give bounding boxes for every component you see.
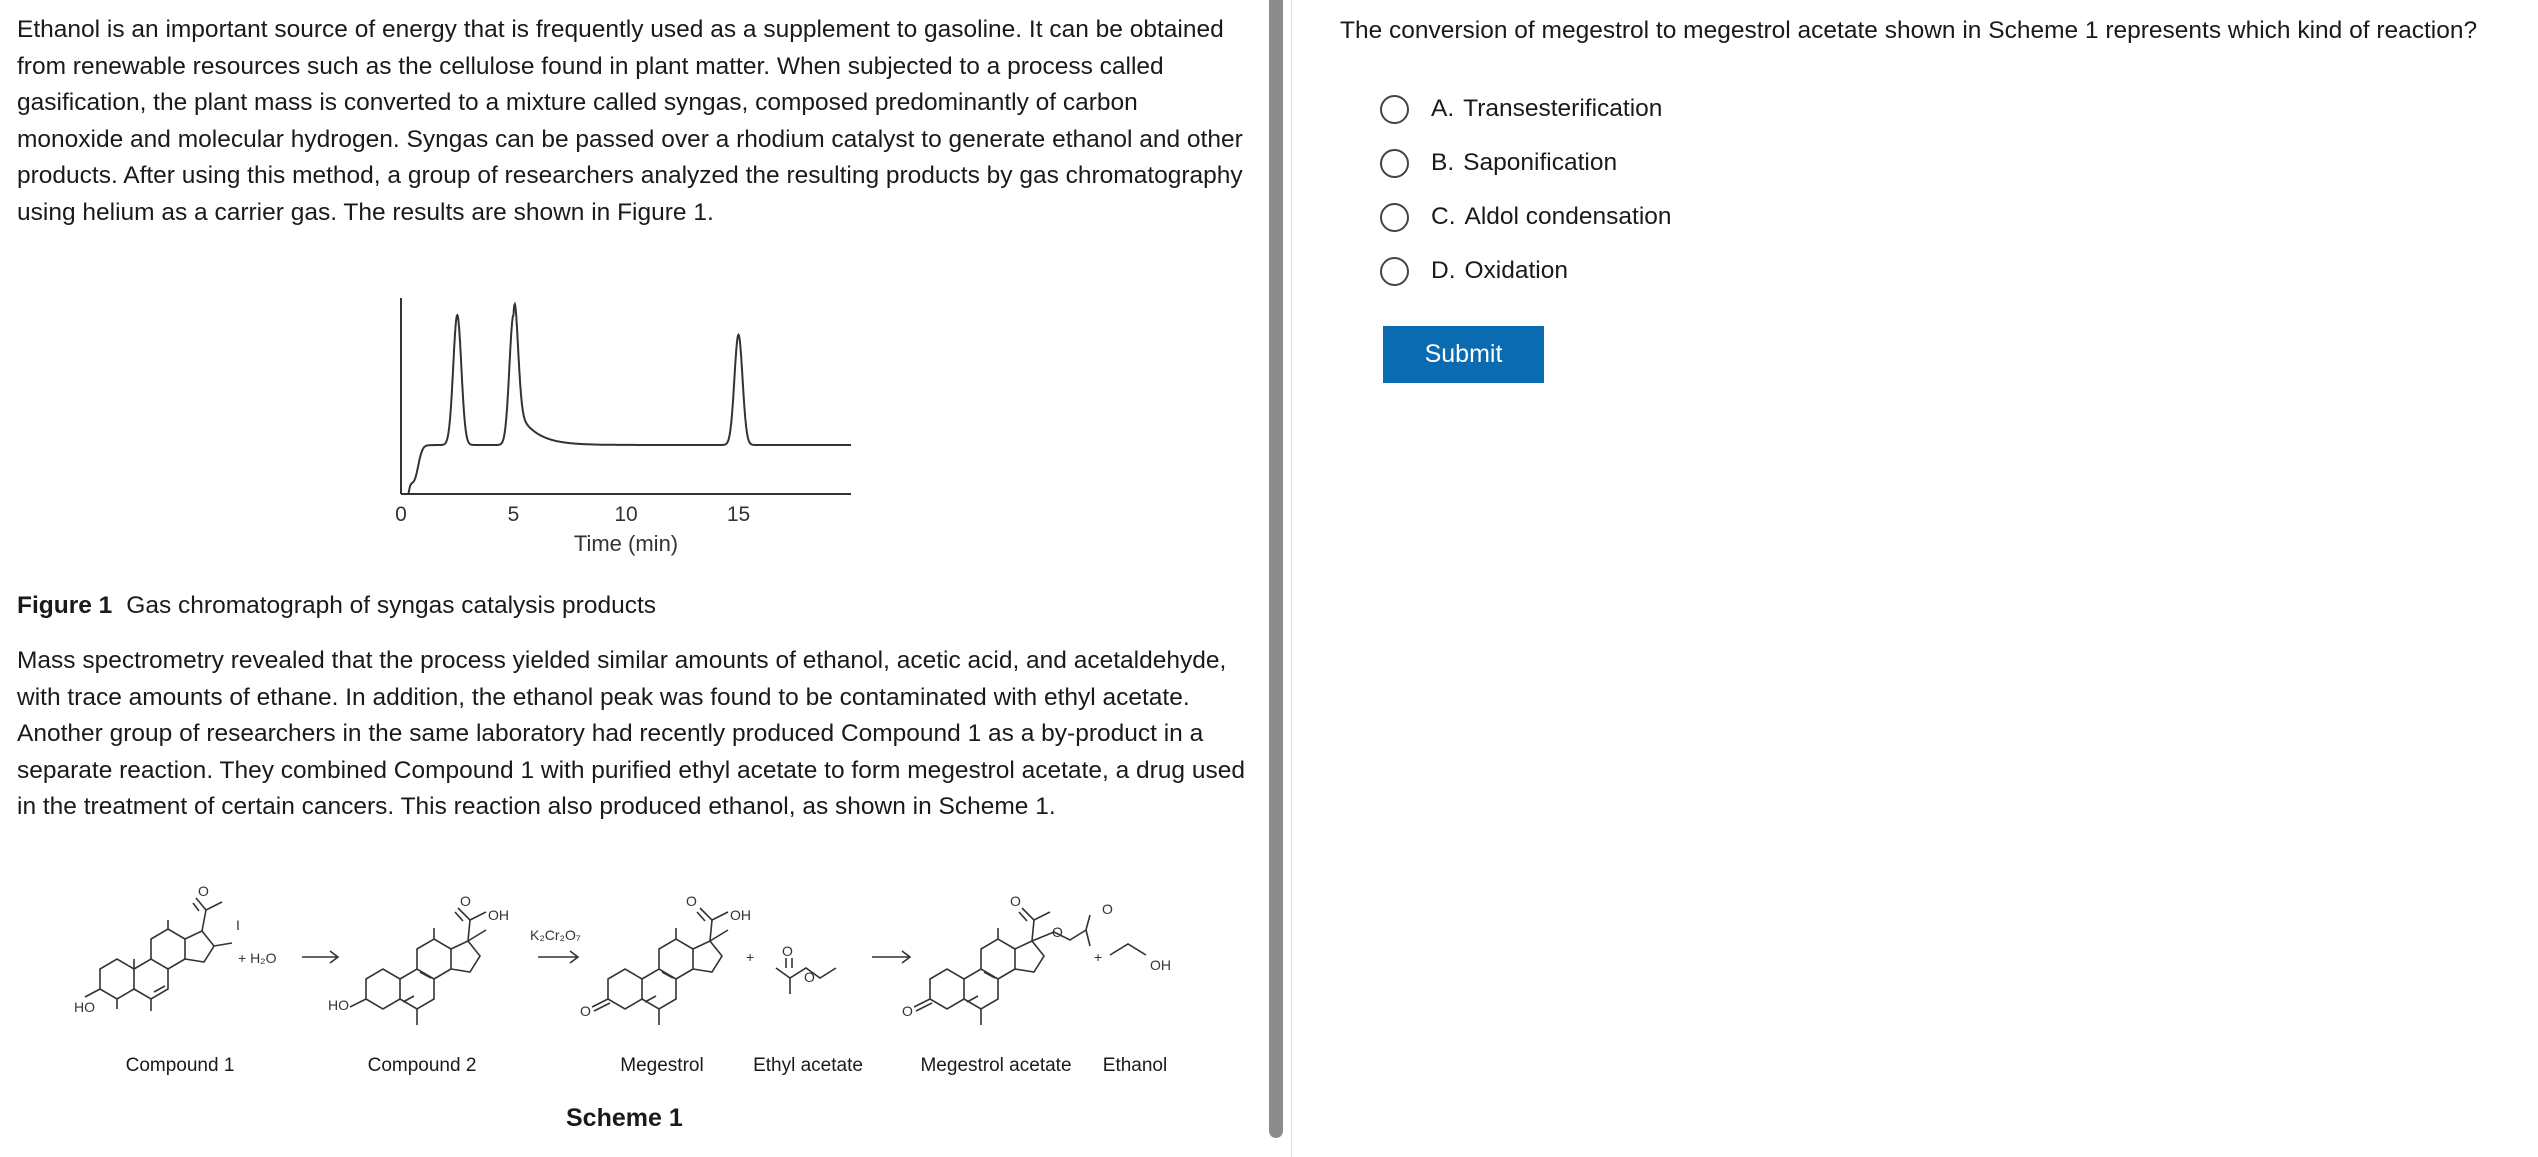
answer-options xyxy=(1380,82,1672,298)
option-text: Saponification xyxy=(1463,149,1618,176)
option-text: Oxidation xyxy=(1464,257,1569,284)
option-letter: A. xyxy=(1431,95,1455,122)
reaction-arrow-1 xyxy=(302,951,338,963)
x-tick-label: 5 xyxy=(507,503,520,526)
atom-label: OH xyxy=(730,907,751,923)
radio-button[interactable] xyxy=(1380,257,1409,286)
compound-label: Megestrol xyxy=(620,1055,704,1076)
reaction-arrow-3 xyxy=(872,951,910,963)
atom-label: O xyxy=(198,883,209,899)
option-text: Aldol condensation xyxy=(1464,203,1672,230)
compound-label: Compound 1 xyxy=(125,1055,235,1076)
oxidant-reagent: K₂Cr₂O₇ xyxy=(530,927,581,943)
radio-button[interactable] xyxy=(1380,149,1409,178)
plus-sign: + xyxy=(1094,949,1103,965)
atom-label: O xyxy=(804,969,815,985)
plus-sign: + xyxy=(746,949,755,965)
option-letter: D. xyxy=(1431,257,1456,284)
option-text: Transesterification xyxy=(1463,95,1663,122)
atom-label: O xyxy=(902,1003,913,1019)
radio-button[interactable] xyxy=(1380,95,1409,124)
atom-label: O xyxy=(1010,893,1021,909)
compound-2-structure xyxy=(350,908,486,1025)
atom-label: HO xyxy=(74,999,95,1015)
atom-label: O xyxy=(460,893,471,909)
option-letter: C. xyxy=(1431,203,1456,230)
reaction-arrow-2 xyxy=(538,951,578,963)
submit-button[interactable]: Submit xyxy=(1383,326,1544,383)
megestrol-structure xyxy=(592,908,728,1025)
passage-paragraph-2: Mass spectrometry revealed that the process yielded similar amounts of ethanol, acetic acid, and acetaldehyde, with trace amounts of ethane. In addition, the ethanol peak was found to be contaminated with ethyl acetate. Another group of researchers in the same laboratory had recently produced Compound 1 as a by-product in a separate reaction. They combined Compound 1 with purified ethyl acetate to form megestrol acetate, a drug used in the treatment of certain cancers. This reaction also produced ethanol, as shown in Scheme 1. xyxy=(17,647,1245,820)
compound-label: Ethyl acetate xyxy=(753,1055,863,1076)
compound-label: Compound 2 xyxy=(367,1055,477,1076)
atom-label: O xyxy=(1052,924,1063,940)
option-c[interactable] xyxy=(1380,190,1672,244)
water-reagent: + H₂O xyxy=(238,950,277,966)
gas-chromatograph-chart xyxy=(0,280,900,570)
megestrol-acetate-structure xyxy=(914,908,1090,1025)
chromatogram-trace xyxy=(401,304,851,494)
x-tick-label: 10 xyxy=(614,503,638,526)
figure-label: Figure 1 xyxy=(17,592,113,619)
compound-label: Ethanol xyxy=(1102,1055,1168,1076)
compound-label: Megestrol acetate xyxy=(920,1055,1072,1076)
option-letter: B. xyxy=(1431,149,1455,176)
radio-button[interactable] xyxy=(1380,203,1409,232)
option-b[interactable] xyxy=(1380,136,1672,190)
atom-label: OH xyxy=(1150,957,1171,973)
passage-pane xyxy=(0,0,1268,1157)
pane-divider xyxy=(1291,0,1292,1157)
compound-1-structure xyxy=(85,898,232,1011)
x-tick-label: 0 xyxy=(395,503,407,526)
ethanol-structure xyxy=(1110,944,1146,955)
figure-caption xyxy=(17,588,656,624)
atom-label: O xyxy=(782,943,793,959)
atom-label: I xyxy=(236,917,240,933)
option-a[interactable] xyxy=(1380,82,1672,136)
reaction-scheme xyxy=(0,870,1260,1100)
atom-label: O xyxy=(1102,901,1113,917)
passage-paragraph-1: Ethanol is an important source of energy that is frequently used as a supplement to gasoline. It can be obtained from renewable resources such as the cellulose found in plant matter. When subjected to a process called gasification, the plant mass is converted to a mixture called syngas, composed predominantly of carbon monoxide and molecular hydrogen. Syngas can be passed over a rhodium catalyst to generate ethanol and other products. After using this method, a group of researchers analyzed the resulting products by gas chromatography using helium as a carrier gas. The results are shown in Figure 1. xyxy=(17,16,1243,226)
x-axis-label: Time (min) xyxy=(573,531,679,556)
atom-label: O xyxy=(686,893,697,909)
figure-caption-text: Gas chromatograph of syngas catalysis products xyxy=(126,592,657,619)
pane-resize-scrollbar[interactable] xyxy=(1269,0,1283,1138)
atom-label: O xyxy=(580,1003,591,1019)
atom-label: HO xyxy=(328,997,349,1013)
atom-label: OH xyxy=(488,907,509,923)
question-prompt: The conversion of megestrol to megestrol acetate shown in Scheme 1 represents which kind of reaction? xyxy=(1340,17,2478,44)
x-tick-label: 15 xyxy=(726,503,751,526)
scheme-title: Scheme 1 xyxy=(566,1104,683,1132)
option-d[interactable] xyxy=(1380,244,1672,298)
